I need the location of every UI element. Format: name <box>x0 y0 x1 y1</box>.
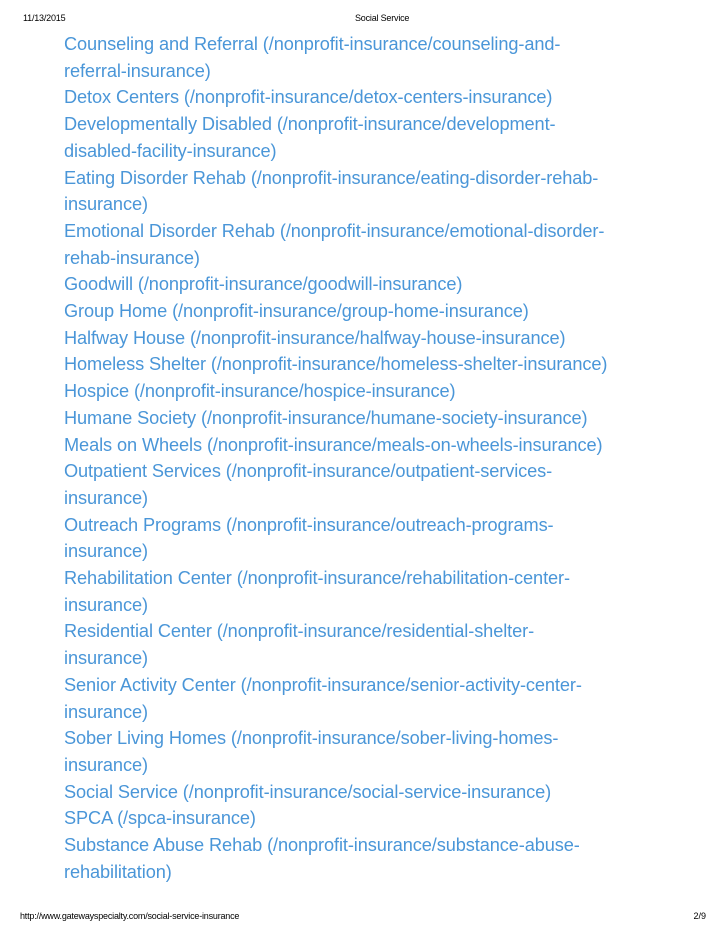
link-line[interactable]: rehab-insurance) <box>64 247 200 268</box>
link-line[interactable]: Outreach Programs (/nonprofit-insurance/outreach-programs- <box>64 514 554 535</box>
link-residential-center[interactable] <box>64 618 659 671</box>
link-line[interactable]: Humane Society (/nonprofit-insurance/humane-society-insurance) <box>64 407 588 428</box>
insurance-link-list <box>64 31 659 886</box>
link-line[interactable]: Sober Living Homes (/nonprofit-insurance/sober-living-homes- <box>64 728 559 749</box>
link-line[interactable]: insurance) <box>64 194 148 215</box>
link-line[interactable]: referral-insurance) <box>64 60 211 81</box>
link-line[interactable]: insurance) <box>64 541 148 562</box>
link-eating-disorder-rehab[interactable] <box>64 165 659 218</box>
link-sober-living-homes[interactable] <box>64 725 659 778</box>
link-line[interactable]: Counseling and Referral (/nonprofit-insurance/counseling-and- <box>64 34 561 54</box>
link-goodwill[interactable] <box>64 271 659 298</box>
link-line[interactable]: Detox Centers (/nonprofit-insurance/detox-centers-insurance) <box>64 87 553 108</box>
link-developmentally-disabled[interactable] <box>64 111 659 164</box>
link-line[interactable]: Eating Disorder Rehab (/nonprofit-insurance/eating-disorder-rehab- <box>64 167 599 188</box>
link-detox-centers[interactable] <box>64 84 659 111</box>
link-line[interactable]: Homeless Shelter (/nonprofit-insurance/homeless-shelter-insurance) <box>64 354 608 375</box>
print-date: 11/13/2015 <box>23 13 66 23</box>
link-counseling-and-referral[interactable] <box>64 31 659 84</box>
link-substance-abuse-rehab[interactable] <box>64 832 659 885</box>
link-hospice[interactable] <box>64 378 659 405</box>
link-homeless-shelter[interactable] <box>64 351 659 378</box>
link-line[interactable]: Rehabilitation Center (/nonprofit-insurance/rehabilitation-center- <box>64 568 570 589</box>
link-line[interactable]: disabled-facility-insurance) <box>64 140 277 161</box>
link-senior-activity-center[interactable] <box>64 672 659 725</box>
print-page-number: 2/9 <box>693 911 706 921</box>
link-line[interactable]: rehabilitation) <box>64 861 172 882</box>
link-group-home[interactable] <box>64 298 659 325</box>
link-halfway-house[interactable] <box>64 325 659 352</box>
link-line[interactable]: insurance) <box>64 487 148 508</box>
link-humane-society[interactable] <box>64 405 659 432</box>
link-outreach-programs[interactable] <box>64 512 659 565</box>
link-line[interactable]: Senior Activity Center (/nonprofit-insurance/senior-activity-center- <box>64 674 582 695</box>
link-line[interactable]: Residential Center (/nonprofit-insurance/residential-shelter- <box>64 621 535 642</box>
print-footer-url: http://www.gatewayspecialty.com/social-service-insurance <box>20 911 240 921</box>
link-line[interactable]: SPCA (/spca-insurance) <box>64 808 256 829</box>
link-line[interactable]: Group Home (/nonprofit-insurance/group-home-insurance) <box>64 301 529 322</box>
link-line[interactable]: Meals on Wheels (/nonprofit-insurance/meals-on-wheels-insurance) <box>64 434 603 455</box>
link-line[interactable]: Goodwill (/nonprofit-insurance/goodwill-insurance) <box>64 274 463 295</box>
link-line[interactable]: Hospice (/nonprofit-insurance/hospice-insurance) <box>64 381 456 402</box>
link-line[interactable]: insurance) <box>64 594 148 615</box>
link-line[interactable]: Developmentally Disabled (/nonprofit-insurance/development- <box>64 114 556 135</box>
link-meals-on-wheels[interactable] <box>64 432 659 459</box>
link-rehabilitation-center[interactable] <box>64 565 659 618</box>
link-emotional-disorder-rehab[interactable] <box>64 218 659 271</box>
link-line[interactable]: Halfway House (/nonprofit-insurance/halfway-house-insurance) <box>64 327 566 348</box>
link-line[interactable]: Substance Abuse Rehab (/nonprofit-insurance/substance-abuse- <box>64 835 580 856</box>
link-line[interactable]: insurance) <box>64 648 148 669</box>
link-line[interactable]: insurance) <box>64 701 148 722</box>
link-line[interactable]: Social Service (/nonprofit-insurance/social-service-insurance) <box>64 781 552 802</box>
link-outpatient-services[interactable] <box>64 458 659 511</box>
link-social-service[interactable] <box>64 779 659 806</box>
link-line[interactable]: insurance) <box>64 754 148 775</box>
link-line[interactable]: Outpatient Services (/nonprofit-insurance/outpatient-services- <box>64 461 553 482</box>
link-spca[interactable] <box>64 805 659 832</box>
print-page-title: Social Service <box>355 13 410 23</box>
link-line[interactable]: Emotional Disorder Rehab (/nonprofit-insurance/emotional-disorder- <box>64 220 605 241</box>
